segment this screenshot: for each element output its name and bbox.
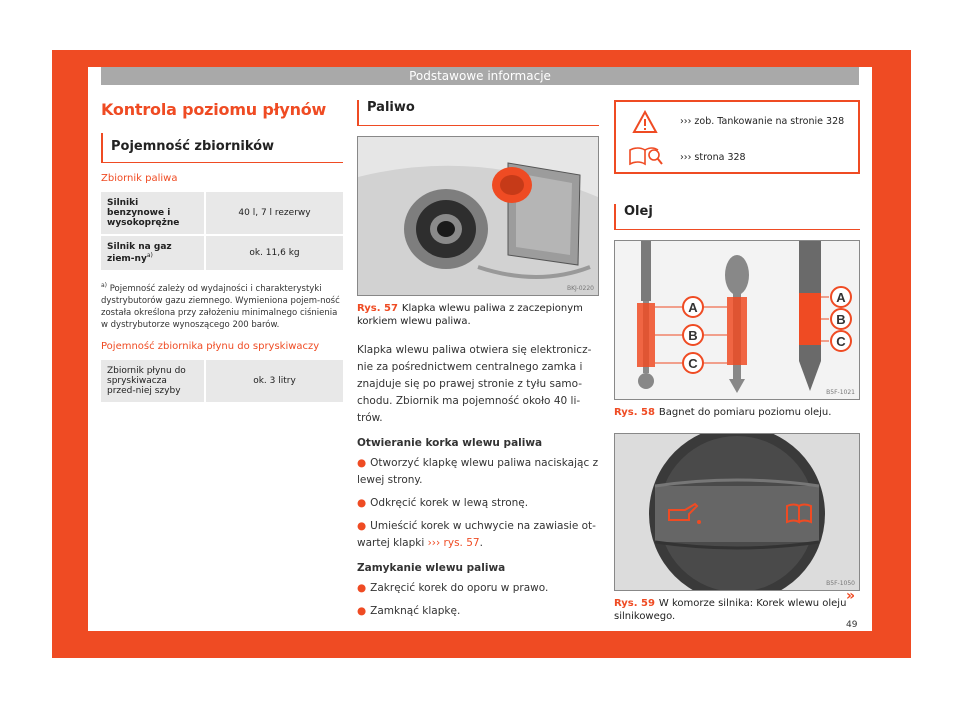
caption-text: Klapka wlewu paliwa z zaczepionym korkiem wlewu paliwa. [357,303,583,327]
figure-59-caption [614,597,860,623]
list-text: Zakręcić korek do oporu w prawo. [370,582,549,594]
section-title: Kontrola poziomu płynów [101,100,327,119]
left-column [101,100,343,404]
list-text: Umieścić korek w uchwycie na zawiasie ot-wartej klapki [357,520,596,549]
table-cell: ok. 11,6 kg [205,235,343,271]
washer-table-title: Pojemność zbiornika płynu do spryskiwaczy [101,340,320,352]
list-item: ● Otworzyć klapkę wlewu paliwa naciskając z lewej strony. [357,457,599,486]
callout-label: A [688,300,698,315]
footnote-mark: a) [101,282,108,289]
paliwo-paragraph: Klapka wlewu paliwa otwiera się elektronicz-nie za pośrednictwem centralnego zamka i znajduje się po prawej stronie z tyłu samo-chodu. Zbiornik ma pojemność około 40 li-trów. [357,344,592,424]
note-text[interactable]: ››› strona 328 [680,152,746,163]
list-item: ● Zakręcić korek do oporu w prawo. [357,582,549,594]
subtitle: Pojemność zbiorników [101,133,343,163]
manual-search-icon [628,144,664,168]
page-number: 49 [846,620,858,630]
list-text: Odkręcić korek w lewą stronę. [370,497,529,509]
open-heading: Otwieranie korka wlewu paliwa [357,437,543,449]
footnote-text: Pojemność zależy od wydajności i charakterystyki dystrybutorów gazu ziemnego. Wymieniona pojem-ność została określona przy założeniu minimalnego ciśnienia w dystrybutorze wynoszącego 200 barów. [101,283,340,330]
figure-59 [614,433,860,591]
table-row [101,235,343,271]
callout-c [831,331,851,351]
table-cell: 40 l, 7 l rezerwy [205,192,343,235]
callout-a [831,287,851,307]
caption-text: Bagnet do pomiaru poziomu oleju. [658,407,832,418]
figure-57-caption [357,302,599,328]
olej-title: Olej [614,204,860,230]
figure-number: Rys. 57 [357,303,398,314]
figure-code: B5F-1050 [826,580,855,587]
list-item: ● Umieścić korek w uchwycie na zawiasie ot-wartej klapki ››› rys. 57. [357,520,596,549]
dipstick-illustration [615,241,859,399]
reference-box [614,100,860,174]
callout-label: B [836,312,846,327]
figure-code: BKJ-0220 [566,285,594,292]
figure-57 [357,136,599,296]
callout-label: A [836,290,846,305]
callout-a [683,297,703,317]
table-row [101,360,343,403]
list-text: Otworzyć klapkę wlewu paliwa naciskając z lewej strony. [357,457,599,486]
list-item: ● Odkręcić korek w lewą stronę. [357,497,529,509]
caption-text: W komorze silnika: Korek wlewu oleju silnikowego. [614,598,847,622]
list-text: Zamknąć klapkę. [370,605,461,617]
callout-c [683,353,703,373]
oil-cap-illustration [615,434,859,590]
callout-label: C [836,334,846,349]
table-cell: Silniki benzynowe i wysokoprężne [101,192,205,235]
footnote-ref: a) [146,252,153,259]
list-item: ● Zamknąć klapkę. [357,605,461,617]
page-header: Podstawowe informacje [101,67,859,85]
figure-58-caption [614,406,860,419]
callout-label: C [688,356,698,371]
figure-58 [614,240,860,400]
figure-code: B5F-1021 [826,389,855,396]
warning-icon [632,110,658,134]
cell-text: Silnik na gaz ziem-ny [107,242,172,264]
table-cell: ok. 3 litry [205,360,343,403]
fuel-table-title: Zbiornik paliwa [101,173,178,184]
figure-number: Rys. 59 [614,598,655,609]
callout-b [683,325,703,345]
footnote [101,280,343,331]
paliwo-title: Paliwo [357,100,599,126]
washer-table [101,360,343,404]
table-row [101,192,343,235]
right-column [614,100,860,623]
note-text[interactable]: ››› zob. Tankowanie na stronie 328 [680,116,845,127]
figure-number: Rys. 58 [614,407,655,418]
callout-b [831,309,851,329]
figure-link[interactable]: ››› rys. 57 [427,537,480,549]
fuel-flap-illustration [358,137,598,295]
fuel-table [101,192,343,272]
table-cell: Zbiornik płynu do spryskiwacza przed-niej szyby [101,360,205,403]
close-heading: Zamykanie wlewu paliwa [357,562,506,574]
callout-label: B [688,328,698,343]
table-cell [101,235,205,271]
middle-column [357,100,599,620]
continued-mark: » [846,588,856,604]
